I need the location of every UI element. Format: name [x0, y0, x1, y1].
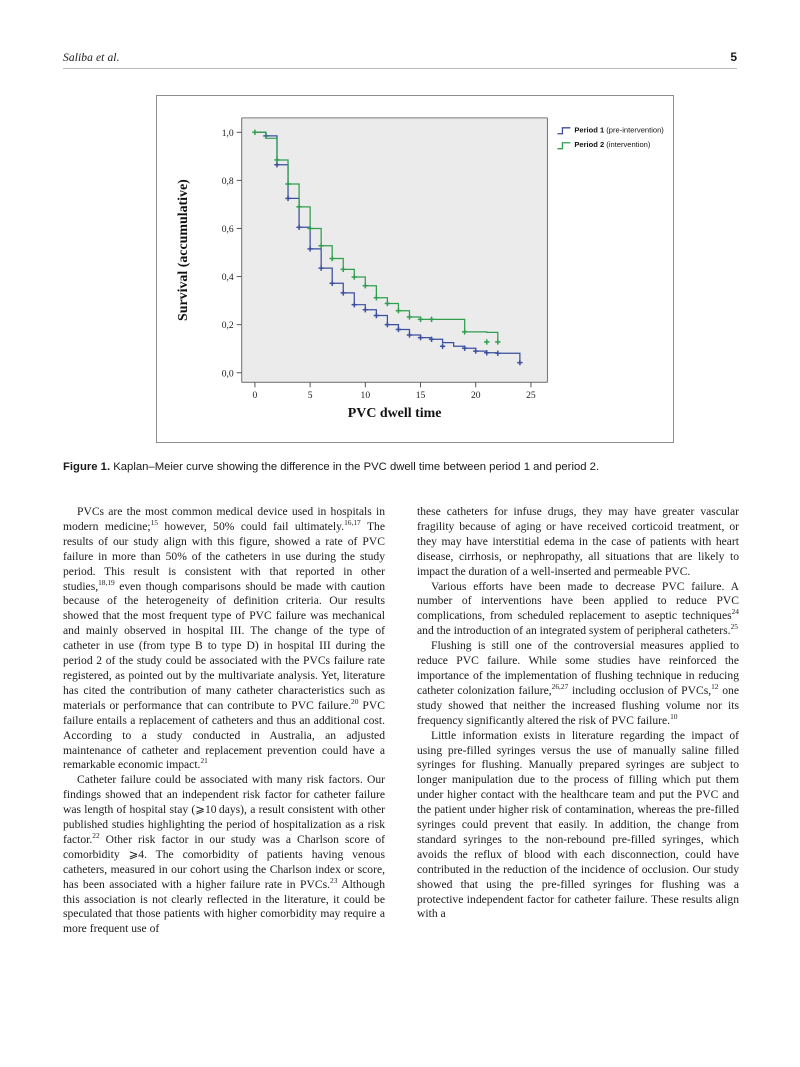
text-run: Little information exists in literature regarding the impact of using pre-filled syringes versus the use of manually saline filled syringes for flushing. Manually prepared syringes are subject to longer manipulation due to the process of filling which put them under higher contact with the healthcare team and put the PVC and the patient under higher risk of contamination, whereas the pre-filled syringes could prevent that easily. In addition, the change from standard syringes to the non-rebound pre-filled syringes, which avoids the reflux of blood with each disconnection, could have contributed in the reduction of the incidence of occlusion. Our study showed that using the pre-filled syringes for flushing was a protective independent factor for catheter failure. These results align with a — [417, 728, 739, 921]
x-axis-title: PVC dwell time — [347, 406, 442, 422]
legend-label: Period 1 (pre-intervention) — [574, 125, 664, 135]
citation-superscript: 26,27 — [551, 682, 569, 692]
running-head-authors: Saliba et al. — [63, 52, 120, 64]
citation-superscript: 20 — [351, 696, 359, 706]
text-run: Other risk factor in our study was a Charlson score of comorbidity ⩾4. The comorbidity of patients having venous catheters, measured in our cohort using the Charlson index or score, has been associated with a higher failure rate in PVCs. — [63, 832, 385, 891]
x-tick-label: 0 — [252, 390, 258, 402]
legend-step-icon — [557, 128, 570, 134]
y-tick-label: 0,2 — [221, 320, 234, 332]
text-run: these catheters for infuse drugs, they may have greater vascular fragility because of aging or have received corticoid treatment, or they may have interstitial edema in the case of patients with heart disease, cirrhosis, or nephropathy, all situations that are likely to impact the duration of a well-inserted and permeable PVC. — [417, 505, 739, 578]
citation-superscript: 18,19 — [98, 577, 115, 587]
left-column — [63, 505, 385, 1035]
citation-superscript: 12 — [711, 682, 719, 692]
figure-caption-text: Kaplan–Meier curve showing the difference in the PVC dwell time between period 1 and period 2. — [113, 461, 600, 473]
text-run: Flushing is still one of the controversial measures applied to reduce PVC failure. While some studies have reinforced the importance of the implementation of flushing technique in reducing catheter colonization failure, — [417, 639, 739, 697]
y-tick-label: 1,0 — [221, 127, 234, 139]
citation-superscript: 21 — [200, 756, 208, 766]
y-tick-label: 0,8 — [221, 175, 234, 187]
kaplan-meier-chart — [157, 96, 673, 442]
text-run: including occlusion of PVCs, — [568, 683, 712, 697]
text-run: and the introduction of an integrated system of peripheral catheters. — [417, 624, 731, 638]
legend-step-icon — [557, 143, 570, 149]
citation-superscript: 15 — [150, 518, 158, 528]
text-run: even though comparisons should be made with caution because of the heterogeneity of definition criteria. Our results showed that the most frequent type of PVC failure was mechanical and mainly observed in hospital III. The change of the type of catheter in use (from type B to type D) in hospital III during the period 2 of the study could be associated with the PVCs failure rate registered, as pointed out by the multivariate analysis. Yet, literature has cited the contribution of many catheter characteristics such as materials or performance that can contribute to PVC failure. — [63, 579, 385, 712]
text-run: Various efforts have been made to decrease PVC failure. A number of interventions have been applied to reduce PVC complications, from scheduled replacement to aseptic techniques — [417, 579, 739, 623]
plot-background — [242, 118, 548, 382]
body-paragraph — [63, 773, 385, 937]
citation-superscript: 16,17 — [344, 518, 361, 528]
figure-1-container — [156, 95, 674, 443]
text-run: one study showed that neither the increased flushing volume nor its frequency significantly altered the risk of PVC failure. — [417, 683, 739, 727]
body-paragraph — [417, 580, 739, 640]
x-tick-label: 5 — [307, 390, 313, 402]
text-run: PVCs are the most common medical device used in hospitals in modern medicine; — [63, 505, 385, 533]
figure-caption-label: Figure 1. — [63, 461, 111, 473]
text-run: however, 50% could fail ultimately. — [157, 519, 345, 533]
x-tick-label: 10 — [360, 390, 371, 402]
body-paragraph — [63, 505, 385, 773]
citation-superscript: 23 — [330, 875, 338, 885]
body-columns — [63, 505, 739, 1035]
body-paragraph — [417, 639, 739, 728]
figure-caption — [63, 460, 737, 475]
text-run: The results of our study align with this figure, showed a rate of PVC failure in more than 50% of the catheters in use during the study period. This result is consistent with that reported in other studies, — [63, 519, 385, 593]
y-tick-label: 0,6 — [221, 224, 234, 236]
page-number: 5 — [730, 50, 737, 64]
y-tick-label: 0,0 — [221, 368, 234, 380]
legend-label: Period 2 (intervention) — [574, 140, 651, 150]
text-run: PVC failure entails a replacement of catheters and thus an additional cost. According to a study conducted in Australia, an adjusted maintenance of catheter and replacement prevention could have a remarkable economic impact. — [63, 698, 385, 772]
citation-superscript: 24 — [731, 607, 739, 617]
x-tick-label: 20 — [470, 390, 481, 402]
y-axis-title: Survival (accumulative) — [175, 179, 191, 322]
x-tick-label: 15 — [415, 390, 426, 402]
citation-superscript: 22 — [92, 831, 100, 841]
citation-superscript: 25 — [730, 622, 738, 632]
citation-superscript: 10 — [670, 711, 678, 721]
right-column — [417, 505, 739, 1035]
x-tick-label: 25 — [526, 390, 536, 402]
y-tick-label: 0,4 — [221, 272, 234, 284]
body-paragraph — [417, 505, 739, 580]
text-run: Catheter failure could be associated with many risk factors. Our findings showed that an independent risk factor for catheter failure was length of hospital stay (⩾10 days), a result consistent with other published studies highlighting the period of hospitalization as a risk factor. — [63, 773, 385, 846]
running-head — [63, 50, 737, 69]
body-paragraph — [417, 729, 739, 923]
text-run: Although this association is not clearly reflected in the literature, it could be speculated that those patients with higher comorbidity may require a more frequent use of — [63, 877, 385, 936]
